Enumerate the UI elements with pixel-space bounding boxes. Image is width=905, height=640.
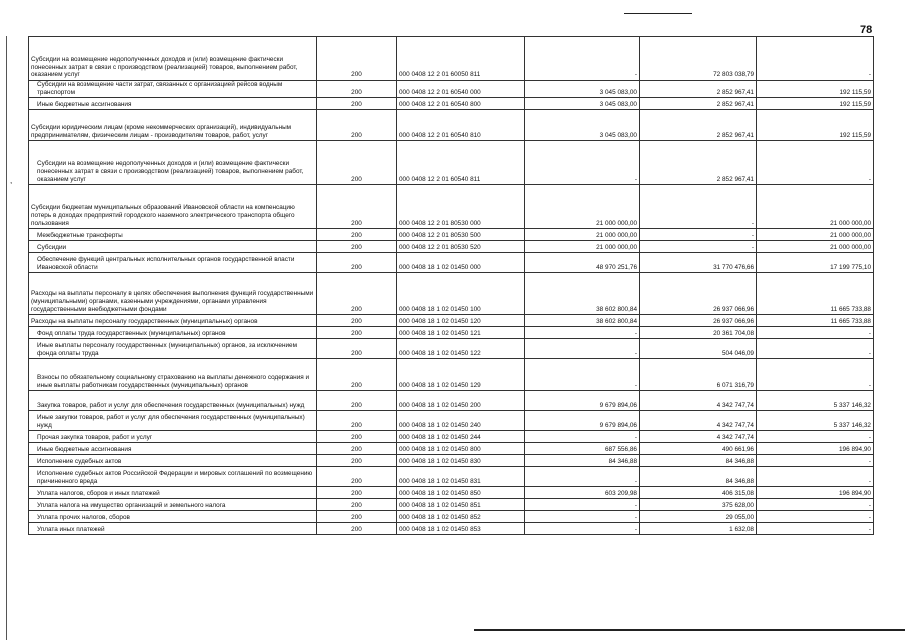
table-row bbox=[29, 431, 874, 443]
row-unexecuted-cell: - bbox=[757, 523, 874, 535]
row-unexecuted-cell: 5 337 146,32 bbox=[757, 391, 874, 411]
row-executed-cell: - bbox=[640, 185, 757, 229]
row-kbk-cell: 000 0408 12 2 01 60540 000 bbox=[397, 81, 525, 98]
row-name-cell: Субсидии юридическим лицам (кроме некоммерческих организаций), индивидуальным предпринимателям, физическим лицам - производителям товаров, работ, услуг bbox=[29, 110, 317, 141]
row-unexecuted-cell: 196 894,90 bbox=[757, 443, 874, 455]
row-code-cell: 200 bbox=[317, 499, 397, 511]
row-approved-cell: - bbox=[525, 327, 640, 339]
row-kbk-cell: 000 0408 18 1 02 01450 831 bbox=[397, 467, 525, 487]
row-name-cell: Закупка товаров, работ и услуг для обеспечения государственных (муниципальных) нужд bbox=[29, 391, 317, 411]
row-unexecuted-cell: 5 337 146,32 bbox=[757, 411, 874, 431]
row-code-cell: 200 bbox=[317, 411, 397, 431]
row-name-cell: Субсидии на возмещение части затрат, связанных с организацией рейсов водным транспортом bbox=[29, 81, 317, 98]
row-approved-cell: 21 000 000,00 bbox=[525, 241, 640, 253]
row-code-cell: 200 bbox=[317, 443, 397, 455]
row-approved-cell: 3 045 083,00 bbox=[525, 110, 640, 141]
row-name-cell: Уплата прочих налогов, сборов bbox=[29, 511, 317, 523]
row-approved-cell: 687 556,86 bbox=[525, 443, 640, 455]
row-name-cell: Уплата иных платежей bbox=[29, 523, 317, 535]
row-code-cell: 200 bbox=[317, 253, 397, 273]
row-executed-cell: 2 852 967,41 bbox=[640, 110, 757, 141]
row-kbk-cell: 000 0408 18 1 02 01450 853 bbox=[397, 523, 525, 535]
table-row bbox=[29, 141, 874, 185]
table-row bbox=[29, 455, 874, 467]
row-kbk-cell: 000 0408 12 2 01 60540 800 bbox=[397, 98, 525, 110]
row-kbk-cell: 000 0408 18 1 02 01450 850 bbox=[397, 487, 525, 499]
row-unexecuted-cell: - bbox=[757, 141, 874, 185]
row-unexecuted-cell: - bbox=[757, 431, 874, 443]
row-unexecuted-cell: 192 115,59 bbox=[757, 98, 874, 110]
row-name-cell: Исполнение судебных актов Российской Федерации и мировых соглашений по возмещению причиненного вреда bbox=[29, 467, 317, 487]
row-code-cell: 200 bbox=[317, 81, 397, 98]
row-executed-cell: 2 852 967,41 bbox=[640, 98, 757, 110]
page-number: 78 bbox=[860, 24, 873, 36]
row-unexecuted-cell: 11 665 733,88 bbox=[757, 315, 874, 327]
row-name-cell: Прочая закупка товаров, работ и услуг bbox=[29, 431, 317, 443]
row-kbk-cell: 000 0408 12 2 01 60540 810 bbox=[397, 110, 525, 141]
row-unexecuted-cell: - bbox=[757, 455, 874, 467]
row-kbk-cell: 000 0408 18 1 02 01450 830 bbox=[397, 455, 525, 467]
table-row bbox=[29, 273, 874, 315]
row-executed-cell: 84 346,88 bbox=[640, 467, 757, 487]
row-code-cell: 200 bbox=[317, 327, 397, 339]
row-name-cell: Иные закупки товаров, работ и услуг для обеспечения государственных (муниципальных) нужд bbox=[29, 411, 317, 431]
table-row bbox=[29, 327, 874, 339]
row-executed-cell: 1 632,08 bbox=[640, 523, 757, 535]
row-code-cell: 200 bbox=[317, 110, 397, 141]
row-executed-cell: 84 346,88 bbox=[640, 455, 757, 467]
row-name-cell: Взносы по обязательному социальному страхованию на выплаты денежного содержания и иные выплаты работникам государственных (муниципальных) органов bbox=[29, 359, 317, 391]
row-name-cell: Фонд оплаты труда государственных (муниципальных) органов bbox=[29, 327, 317, 339]
row-approved-cell: 3 045 083,00 bbox=[525, 81, 640, 98]
table-row bbox=[29, 37, 874, 81]
table-row bbox=[29, 81, 874, 98]
row-code-cell: 200 bbox=[317, 141, 397, 185]
row-approved-cell: - bbox=[525, 511, 640, 523]
row-executed-cell: 2 852 967,41 bbox=[640, 141, 757, 185]
row-executed-cell: 6 071 316,79 bbox=[640, 359, 757, 391]
row-executed-cell: 31 770 476,66 bbox=[640, 253, 757, 273]
row-name-cell: Иные бюджетные ассигнования bbox=[29, 443, 317, 455]
row-kbk-cell: 000 0408 18 1 02 01450 122 bbox=[397, 339, 525, 359]
row-executed-cell: 490 661,96 bbox=[640, 443, 757, 455]
row-kbk-cell: 000 0408 18 1 02 01450 120 bbox=[397, 315, 525, 327]
row-code-cell: 200 bbox=[317, 273, 397, 315]
row-name-cell: Субсидии на возмещение недополученных доходов и (или) возмещение фактически понесенных затрат в связи с производством (реализацией) товаров, выполнением работ, оказанием услуг bbox=[29, 37, 317, 81]
row-executed-cell: 29 055,00 bbox=[640, 511, 757, 523]
row-approved-cell: - bbox=[525, 359, 640, 391]
row-name-cell: Уплата налогов, сборов и иных платежей bbox=[29, 487, 317, 499]
row-unexecuted-cell: 21 000 000,00 bbox=[757, 185, 874, 229]
row-kbk-cell: 000 0408 12 2 01 60050 811 bbox=[397, 37, 525, 81]
row-approved-cell: 603 209,98 bbox=[525, 487, 640, 499]
table-row bbox=[29, 411, 874, 431]
row-unexecuted-cell: - bbox=[757, 467, 874, 487]
row-approved-cell: 9 679 894,06 bbox=[525, 391, 640, 411]
budget-execution-table bbox=[28, 36, 874, 535]
row-kbk-cell: 000 0408 18 1 02 01450 240 bbox=[397, 411, 525, 431]
row-unexecuted-cell: - bbox=[757, 511, 874, 523]
row-code-cell: 200 bbox=[317, 229, 397, 241]
row-kbk-cell: 000 0408 18 1 02 01450 852 bbox=[397, 511, 525, 523]
row-kbk-cell: 000 0408 18 1 02 01450 100 bbox=[397, 273, 525, 315]
table-row bbox=[29, 339, 874, 359]
row-executed-cell: 2 852 967,41 bbox=[640, 81, 757, 98]
row-kbk-cell: 000 0408 18 1 02 01450 244 bbox=[397, 431, 525, 443]
scan-top-line bbox=[624, 13, 692, 14]
row-kbk-cell: 000 0408 12 2 01 80530 000 bbox=[397, 185, 525, 229]
row-name-cell: Исполнение судебных актов bbox=[29, 455, 317, 467]
row-approved-cell: 38 602 800,84 bbox=[525, 273, 640, 315]
row-name-cell: Расходы на выплаты персоналу в целях обеспечения выполнения функций государственными (муниципальными) органами, казенными учреждениями, органами управления государственными внебюджетными фондами bbox=[29, 273, 317, 315]
row-executed-cell: 375 628,00 bbox=[640, 499, 757, 511]
row-approved-cell: 21 000 000,00 bbox=[525, 185, 640, 229]
row-executed-cell: - bbox=[640, 229, 757, 241]
row-kbk-cell: 000 0408 18 1 02 01450 800 bbox=[397, 443, 525, 455]
row-code-cell: 200 bbox=[317, 455, 397, 467]
row-executed-cell: 26 937 066,96 bbox=[640, 315, 757, 327]
row-name-cell: Расходы на выплаты персоналу государственных (муниципальных) органов bbox=[29, 315, 317, 327]
row-code-cell: 200 bbox=[317, 487, 397, 499]
row-kbk-cell: 000 0408 18 1 02 01450 851 bbox=[397, 499, 525, 511]
row-approved-cell: - bbox=[525, 37, 640, 81]
row-executed-cell: 72 803 038,79 bbox=[640, 37, 757, 81]
table-row bbox=[29, 253, 874, 273]
row-executed-cell: 4 342 747,74 bbox=[640, 411, 757, 431]
row-approved-cell: - bbox=[525, 431, 640, 443]
table-row bbox=[29, 487, 874, 499]
row-unexecuted-cell: 17 199 775,10 bbox=[757, 253, 874, 273]
row-executed-cell: 20 361 704,08 bbox=[640, 327, 757, 339]
row-kbk-cell: 000 0408 12 2 01 80530 500 bbox=[397, 229, 525, 241]
row-approved-cell: 9 679 894,06 bbox=[525, 411, 640, 431]
row-name-cell: Иные бюджетные ассигнования bbox=[29, 98, 317, 110]
row-unexecuted-cell: - bbox=[757, 37, 874, 81]
row-executed-cell: 4 342 747,74 bbox=[640, 391, 757, 411]
row-kbk-cell: 000 0408 18 1 02 01450 200 bbox=[397, 391, 525, 411]
table-row bbox=[29, 467, 874, 487]
row-unexecuted-cell: 21 000 000,00 bbox=[757, 229, 874, 241]
row-code-cell: 200 bbox=[317, 339, 397, 359]
row-kbk-cell: 000 0408 18 1 02 01450 000 bbox=[397, 253, 525, 273]
table-row bbox=[29, 511, 874, 523]
table-row bbox=[29, 443, 874, 455]
table-row bbox=[29, 523, 874, 535]
row-kbk-cell: 000 0408 18 1 02 01450 129 bbox=[397, 359, 525, 391]
row-code-cell: 200 bbox=[317, 431, 397, 443]
row-approved-cell: - bbox=[525, 339, 640, 359]
row-name-cell: Иные выплаты персоналу государственных (муниципальных) органов, за исключением фонда оплаты труда bbox=[29, 339, 317, 359]
table-row bbox=[29, 98, 874, 110]
row-kbk-cell: 000 0408 12 2 01 60540 811 bbox=[397, 141, 525, 185]
table-body bbox=[29, 37, 874, 535]
row-code-cell: 200 bbox=[317, 467, 397, 487]
row-kbk-cell: 000 0408 12 2 01 80530 520 bbox=[397, 241, 525, 253]
row-code-cell: 200 bbox=[317, 523, 397, 535]
table-row bbox=[29, 391, 874, 411]
table-row bbox=[29, 315, 874, 327]
row-approved-cell: 84 346,88 bbox=[525, 455, 640, 467]
row-unexecuted-cell: 21 000 000,00 bbox=[757, 241, 874, 253]
row-approved-cell: - bbox=[525, 523, 640, 535]
row-code-cell: 200 bbox=[317, 315, 397, 327]
scan-margin-mark: , bbox=[10, 176, 13, 185]
row-approved-cell: - bbox=[525, 499, 640, 511]
row-approved-cell: - bbox=[525, 467, 640, 487]
row-executed-cell: - bbox=[640, 241, 757, 253]
row-unexecuted-cell: - bbox=[757, 359, 874, 391]
row-code-cell: 200 bbox=[317, 185, 397, 229]
row-executed-cell: 26 937 066,96 bbox=[640, 273, 757, 315]
row-unexecuted-cell: - bbox=[757, 499, 874, 511]
scan-bottom-line bbox=[474, 629, 905, 631]
scan-left-margin-line bbox=[6, 36, 7, 640]
row-approved-cell: 38 602 800,84 bbox=[525, 315, 640, 327]
row-kbk-cell: 000 0408 18 1 02 01450 121 bbox=[397, 327, 525, 339]
row-name-cell: Субсидии bbox=[29, 241, 317, 253]
row-executed-cell: 406 315,08 bbox=[640, 487, 757, 499]
row-name-cell: Межбюджетные трансферты bbox=[29, 229, 317, 241]
row-name-cell: Субсидии на возмещение недополученных доходов и (или) возмещение фактически понесенных затрат в связи с производством (реализацией) товаров, выполнением работ, оказанием услуг bbox=[29, 141, 317, 185]
table-row bbox=[29, 499, 874, 511]
row-code-cell: 200 bbox=[317, 37, 397, 81]
table-row bbox=[29, 241, 874, 253]
row-unexecuted-cell: 192 115,59 bbox=[757, 81, 874, 98]
table-row bbox=[29, 110, 874, 141]
row-code-cell: 200 bbox=[317, 511, 397, 523]
row-approved-cell: 48 970 251,76 bbox=[525, 253, 640, 273]
table-row bbox=[29, 359, 874, 391]
row-code-cell: 200 bbox=[317, 241, 397, 253]
row-name-cell: Обеспечение функций центральных исполнительных органов государственной власти Ивановской области bbox=[29, 253, 317, 273]
row-unexecuted-cell: 11 665 733,88 bbox=[757, 273, 874, 315]
row-code-cell: 200 bbox=[317, 359, 397, 391]
row-unexecuted-cell: 192 115,59 bbox=[757, 110, 874, 141]
row-approved-cell: 21 000 000,00 bbox=[525, 229, 640, 241]
row-code-cell: 200 bbox=[317, 391, 397, 411]
row-approved-cell: - bbox=[525, 141, 640, 185]
row-executed-cell: 504 046,09 bbox=[640, 339, 757, 359]
table-row bbox=[29, 229, 874, 241]
row-name-cell: Субсидии бюджетам муниципальных образований Ивановской области на компенсацию потерь в доходах предприятий городского наземного электрического транспорта общего пользования bbox=[29, 185, 317, 229]
row-unexecuted-cell: 196 894,90 bbox=[757, 487, 874, 499]
table-row bbox=[29, 185, 874, 229]
row-approved-cell: 3 045 083,00 bbox=[525, 98, 640, 110]
row-unexecuted-cell: - bbox=[757, 327, 874, 339]
row-unexecuted-cell: - bbox=[757, 339, 874, 359]
row-name-cell: Уплата налога на имущество организаций и земельного налога bbox=[29, 499, 317, 511]
row-code-cell: 200 bbox=[317, 98, 397, 110]
row-executed-cell: 4 342 747,74 bbox=[640, 431, 757, 443]
